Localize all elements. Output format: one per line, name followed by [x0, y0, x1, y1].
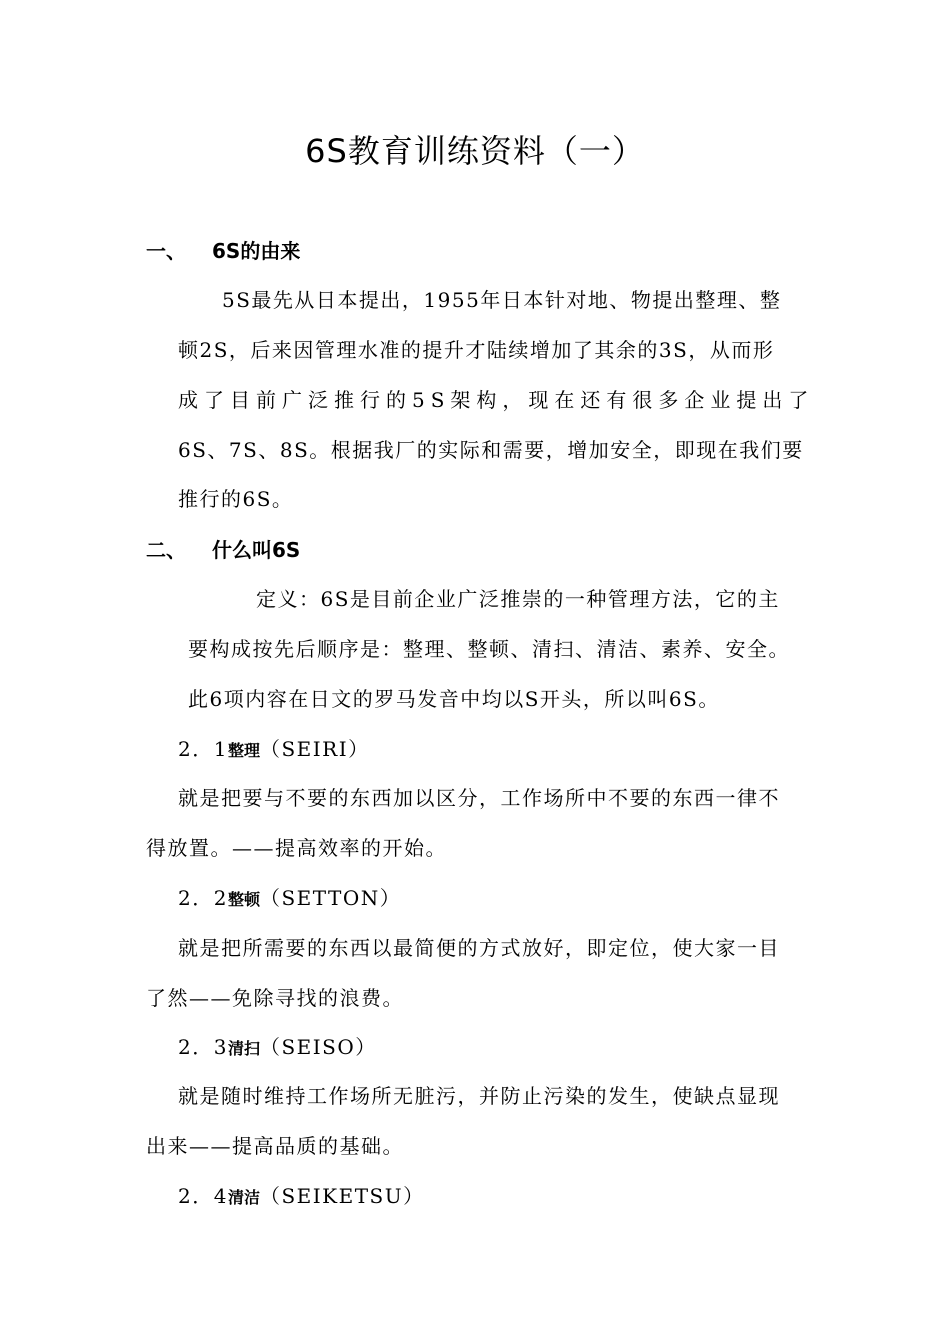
definition-line-2: 要构成按先后顺序是：整理、整顿、清扫、清洁、素养、安全。 [188, 637, 790, 661]
section-1-line-4: 6S、7S、8S。根据我厂的实际和需要，增加安全，即现在我们要 [178, 438, 804, 462]
section-1-line-3: 成了目前广泛推行的5S架构，现在还有很多企业提出了 [178, 388, 815, 412]
definition-line-3: 此6项内容在日文的罗马发音中均以S开头，所以叫6S。 [188, 687, 720, 711]
subsection-roman: （SEIKETSU） [259, 1184, 425, 1208]
section-1-line-2: 顿2S，后来因管理水准的提升才陆续增加了其余的3S，从而形 [178, 338, 775, 362]
subsection-roman: （SEISO） [259, 1035, 377, 1059]
subsection-2-2 [178, 888, 401, 908]
subsection-2-2-line-2: 了然——免除寻找的浪费。 [146, 986, 404, 1010]
subsection-name: 整理 [227, 741, 260, 760]
subsection-2-3-line-2: 出来——提高品质的基础。 [146, 1134, 404, 1158]
subsection-name: 清扫 [227, 1039, 260, 1058]
section-1-heading: 6S的由来 [212, 239, 301, 263]
subsection-name: 清洁 [227, 1188, 260, 1207]
subsection-2-4 [178, 1186, 425, 1206]
document-title: 6S教育训练资料（一） [305, 132, 645, 170]
subsection-roman: （SETTON） [259, 886, 402, 910]
subsection-roman: （SEIRI） [259, 737, 370, 761]
section-1-line-1: 5S最先从日本提出，1955年日本针对地、物提出整理、整 [222, 288, 782, 312]
section-1-line-5: 推行的6S。 [178, 487, 294, 511]
definition-line-1: 定义：6S是目前企业广泛推崇的一种管理方法，它的主 [256, 587, 780, 611]
subsection-2-1 [178, 739, 370, 759]
subsection-number: 2．3 [178, 1035, 228, 1059]
subsection-2-2-line-1: 就是把所需要的东西以最简便的方式放好，即定位，使大家一目 [178, 936, 780, 960]
subsection-name: 整顿 [227, 890, 260, 909]
section-2-heading: 什么叫6S [212, 538, 301, 562]
subsection-number: 2．1 [178, 737, 228, 761]
subsection-number: 2．4 [178, 1184, 228, 1208]
subsection-2-3 [178, 1037, 377, 1057]
section-2-number: 二、 [146, 538, 186, 562]
subsection-2-3-line-1: 就是随时维持工作场所无脏污，并防止污染的发生，使缺点显现 [178, 1084, 780, 1108]
section-1-number: 一、 [146, 239, 186, 263]
subsection-number: 2．2 [178, 886, 228, 910]
subsection-2-1-line-1: 就是把要与不要的东西加以区分，工作场所中不要的东西一律不 [178, 786, 780, 810]
subsection-2-1-line-2: 得放置。——提高效率的开始。 [146, 836, 447, 860]
